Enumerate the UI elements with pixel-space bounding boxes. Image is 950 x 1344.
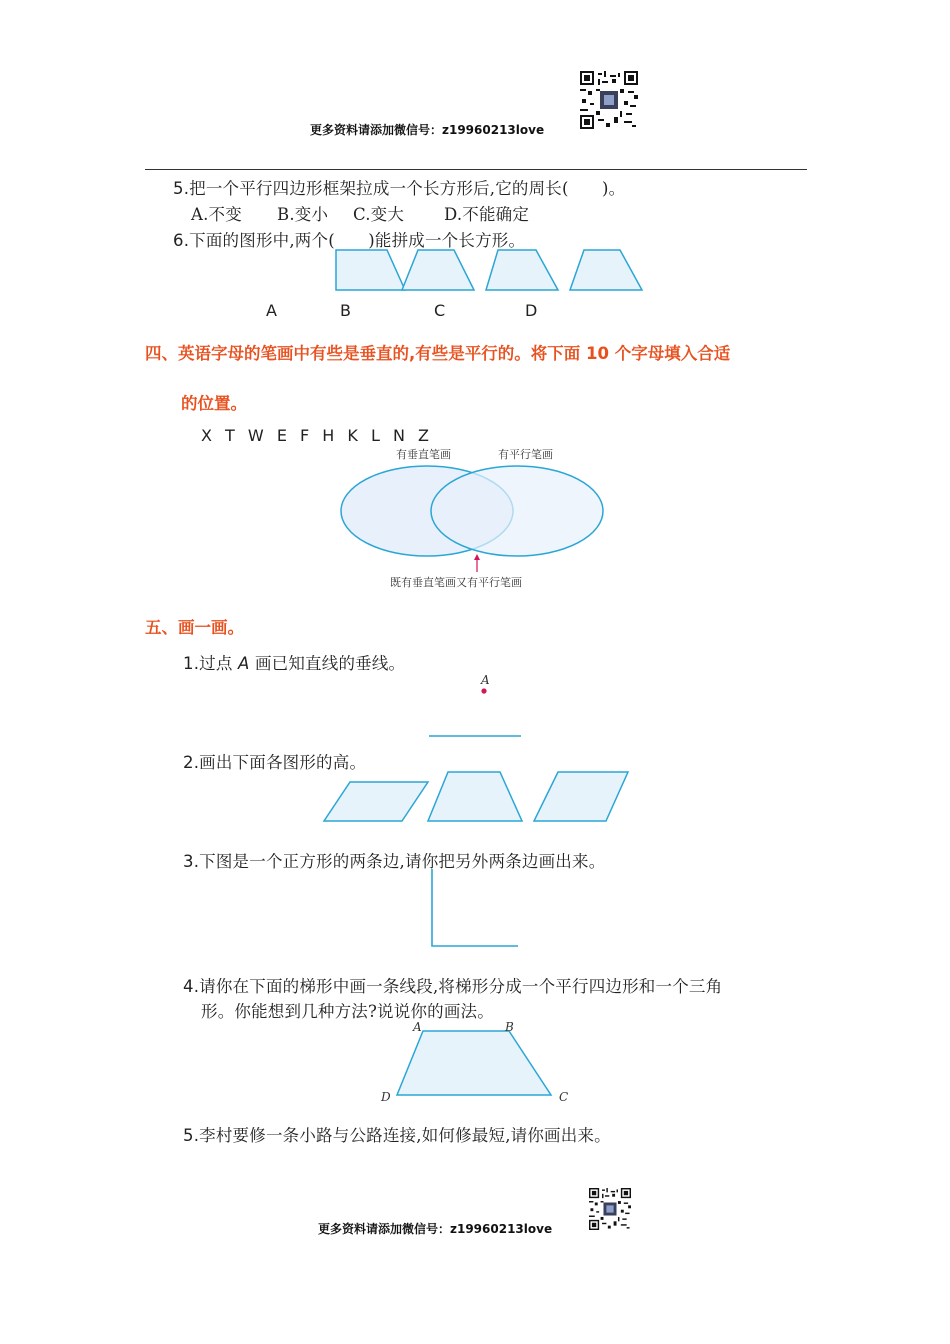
venn-right-ellipse [431,466,603,556]
question-text: 过点 [199,654,239,673]
question-5-option-b: B.变小 [277,205,329,224]
draw-question-4-cont: 形。你能想到几种方法?说说你的画法。 [201,1002,494,1021]
section-4-title-cont: 的位置。 [181,394,247,413]
trapezoid-abcd [375,1015,575,1110]
square-sides-figure [425,866,525,952]
venn-right-label: 有平行笔画 [498,448,553,461]
question-text-cont: 画已知直线的垂线。 [249,654,406,673]
venn-left-label: 有垂直笔画 [396,448,451,461]
header-rule [145,169,807,170]
question-5 [173,175,625,199]
question-number: 5. [183,1126,200,1145]
draw-question-3 [183,848,605,872]
question-5-option-d: D.不能确定 [444,205,530,224]
question-number: 2. [183,753,200,772]
trapezoid-c [486,250,558,290]
figure-label-c: C [434,301,446,320]
question-number: 1. [183,654,200,673]
question-number: 4. [183,977,200,996]
figure-label-d: D [525,301,538,320]
question-5-option-c: C.变大 [353,205,405,224]
question-number: 5. [173,179,190,198]
question-text: 李村要修一条小路与公路连接,如何修最短,请你画出来。 [199,1126,611,1145]
venn-bottom-label: 既有垂直笔画又有平行笔画 [390,576,522,589]
trapezoid-figures [330,245,650,295]
question-text: 下图是一个正方形的两条边,请你把另外两条边画出来。 [199,852,606,871]
question-text: 把一个平行四边形框架拉成一个长方形后,它的周长( )。 [189,179,626,198]
letter-list: X T W E F H K L N Z [201,426,434,445]
footer-note: 更多资料请添加微信号：z19960213love [318,1222,553,1236]
vertex-c-label: C [559,1090,569,1104]
section-5-title: 五、画一画。 [145,618,244,637]
vertex-d-label: D [381,1090,391,1104]
perpendicular-figure [425,670,525,740]
header-note: 更多资料请添加微信号：z19960213love [310,123,545,137]
vertex-a-label: A [413,1020,422,1034]
draw-question-4 [183,973,722,997]
trapezoid-a [336,250,405,290]
parallelogram-1 [324,782,428,821]
trapezoid-shape [397,1031,551,1095]
question-text: 下面的图形中,两个( )能拼成一个长方形。 [189,231,526,250]
height-figures [320,768,632,826]
point-a [481,688,486,693]
trapezoid [428,772,522,821]
trapezoid-b [402,250,474,290]
section-4-title: 四、英语字母的笔画中有些是垂直的,有些是平行的。将下面 10 个字母填入合适 [145,344,731,363]
question-text: 请你在下面的梯形中画一条线段,将梯形分成一个平行四边形和一个三角 [199,977,723,996]
draw-question-5 [183,1122,611,1146]
trapezoid-d [570,250,642,290]
question-number: 3. [183,852,200,871]
venn-arrow-head [474,554,480,560]
question-text: 画出下面各图形的高。 [199,753,367,772]
point-a-label: A [481,673,490,687]
question-number: 6. [173,231,190,250]
footer-qr-code-icon [589,1188,631,1230]
figure-label-b: B [340,301,351,320]
parallelogram-2 [534,772,628,821]
question-5-option-a: A.不变 [191,205,242,224]
vertex-b-label: B [505,1020,514,1034]
point-variable: A [238,654,250,673]
qr-code-icon [580,71,638,129]
figure-label-a: A [266,301,277,320]
square-two-sides [432,869,518,946]
venn-diagram [340,440,615,595]
draw-question-1 [183,650,405,674]
